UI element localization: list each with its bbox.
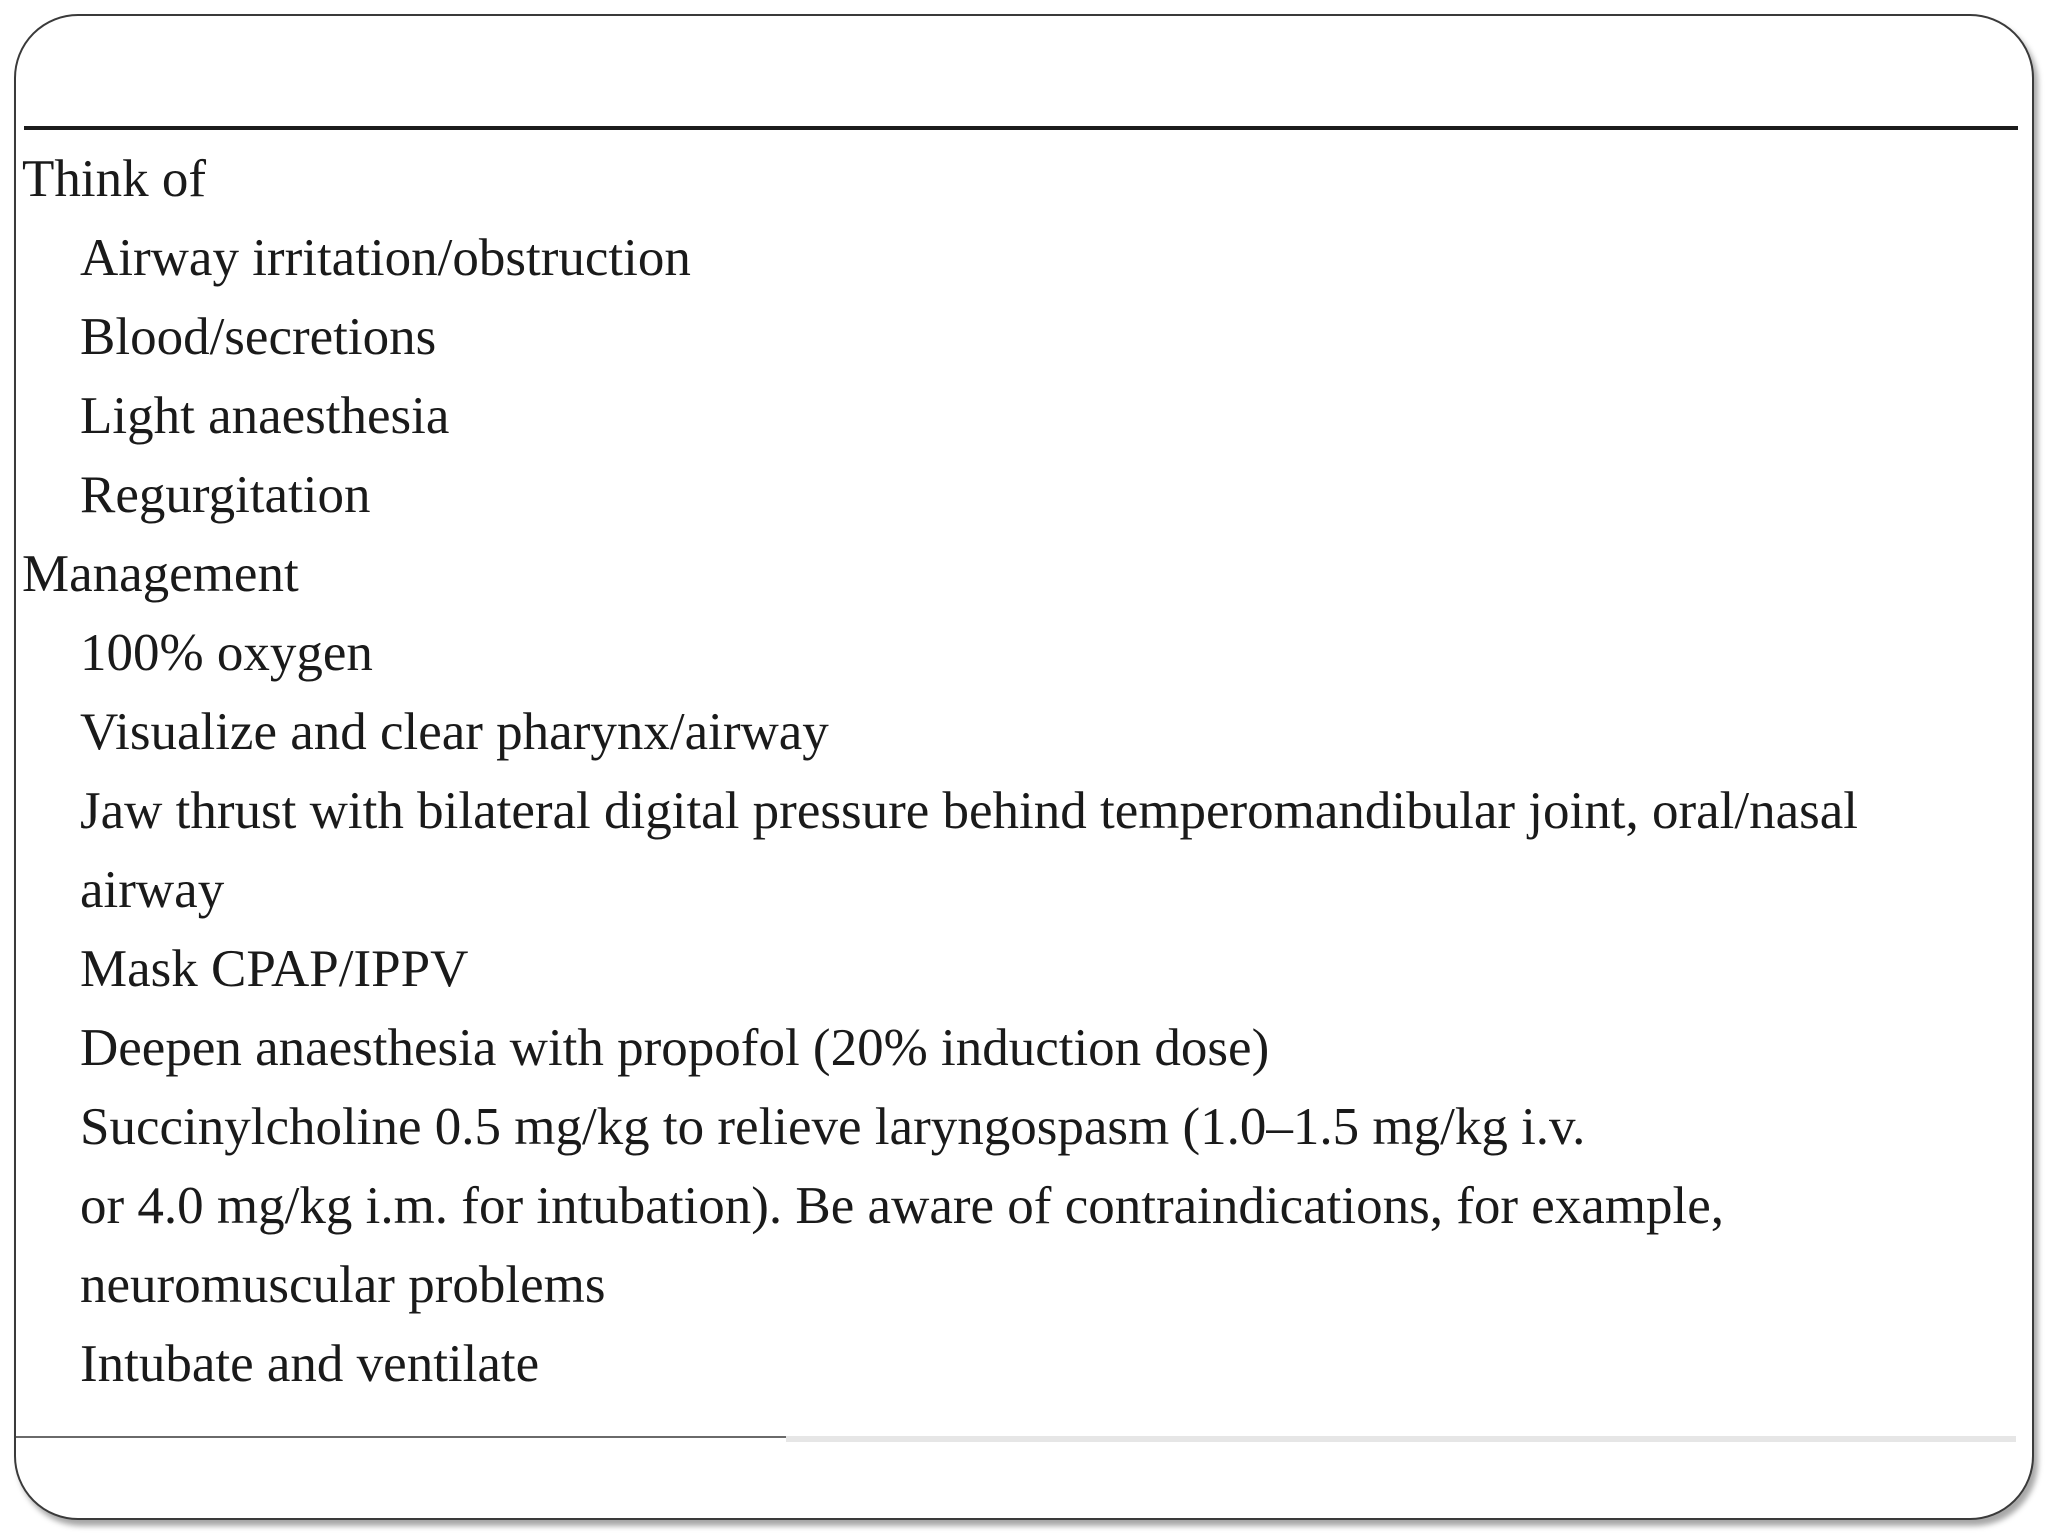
- table-content: [22, 140, 2012, 1404]
- list-item: Mask CPAP/IPPV: [80, 940, 469, 998]
- list-item: airway: [80, 861, 225, 919]
- list-item: 100% oxygen: [80, 624, 373, 682]
- list-item: Deepen anaesthesia with propofol (20% induction dose): [80, 1019, 1270, 1077]
- section-heading-think-of: Think of: [22, 150, 206, 208]
- table-bottom-rule-shadow: [786, 1436, 2016, 1442]
- table-bottom-rule: [16, 1436, 786, 1438]
- section-heading-management: Management: [22, 545, 299, 603]
- list-item: Visualize and clear pharynx/airway: [80, 703, 829, 761]
- list-item: Succinylcholine 0.5 mg/kg to relieve laryngospasm (1.0–1.5 mg/kg i.v.: [80, 1098, 1586, 1156]
- list-item: Airway irritation/obstruction: [80, 229, 691, 287]
- list-item: Light anaesthesia: [80, 387, 450, 445]
- list-item: Regurgitation: [80, 466, 371, 524]
- list-item: Blood/secretions: [80, 308, 437, 366]
- list-item: neuromuscular problems: [80, 1256, 606, 1314]
- list-item: Intubate and ventilate: [80, 1335, 540, 1393]
- list-item: Jaw thrust with bilateral digital pressure behind temperomandibular joint, oral/nasal: [80, 782, 1858, 840]
- list-item: or 4.0 mg/kg i.m. for intubation). Be aware of contraindications, for example,: [80, 1177, 1725, 1235]
- table-top-rule: [24, 126, 2018, 130]
